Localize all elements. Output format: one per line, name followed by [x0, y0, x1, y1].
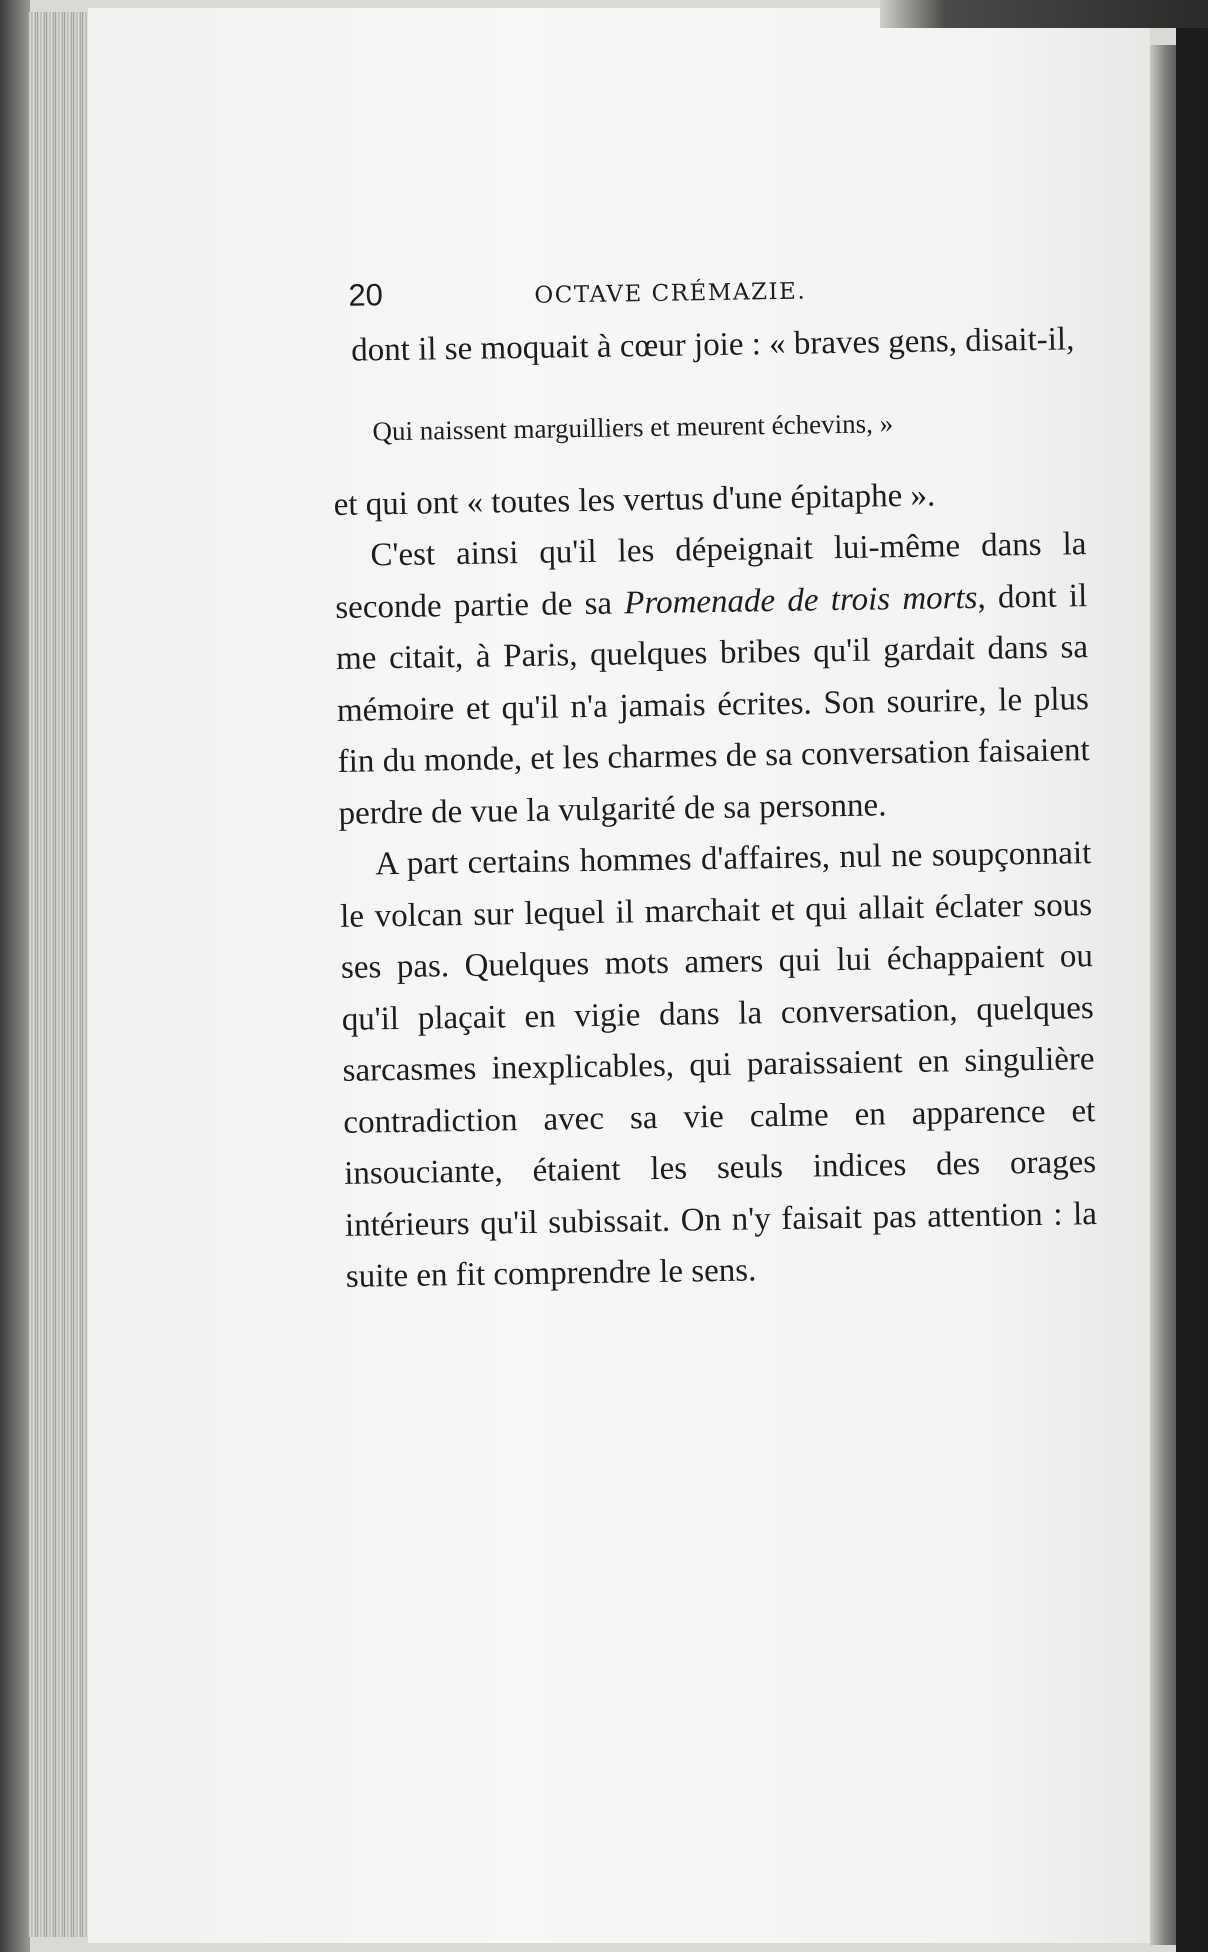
paragraph-4: A part certains hommes d'affaires, nul ne soupçonnait le volcan sur lequel il marchait et qui allait éclater sous ses pas. Quelques mots amers qui lui échappaient ou qu'il plaçait en vigie dans la conversation, quelques sarcasmes inexplicables, qui paraissaient en singulière contradiction avec sa vie calme en apparence et insouciante, étaient les seuls indices des orages intérieurs qu'il subissait. On n'y faisait pas attention : la suite en fit comprendre le sens. — [339, 835, 1098, 1295]
book-edge-shadow — [0, 0, 30, 1952]
paragraph-1: dont il se moquait à cœur joie : « braves gens, disait-il, — [350, 321, 1075, 369]
page-edges — [28, 12, 90, 1937]
paragraph-3 — [334, 519, 1091, 840]
running-title: OCTAVE CRÉMAZIE. — [534, 278, 807, 309]
scan-background-right — [1176, 0, 1208, 1952]
paragraph-3-text-start: C'est ainsi qu'il les dépeignait lui-même dans la seconde partie de sa — [335, 526, 1087, 626]
binding-shadow — [1150, 45, 1176, 1945]
paragraph-2: et qui ont « toutes les vertus d'une épitaphe ». — [333, 477, 936, 523]
verse-quote: Qui naissent marguilliers et meurent échevins, » — [372, 407, 894, 446]
page-content — [330, 258, 1098, 1303]
scan-background-top — [880, 0, 1208, 28]
page-number: 20 — [348, 277, 384, 313]
paragraph-3-text-end: , dont il me citait, à Paris, quelques bribes qu'il gardait dans sa mémoire et qu'il n'a jamais écrites. Son sourire, le plus fin du monde, et les charmes de sa conversation faisaient perdre de vue la vulgarité de sa personne. — [335, 577, 1090, 832]
book-title-italic: Promenade de trois morts — [623, 579, 978, 621]
